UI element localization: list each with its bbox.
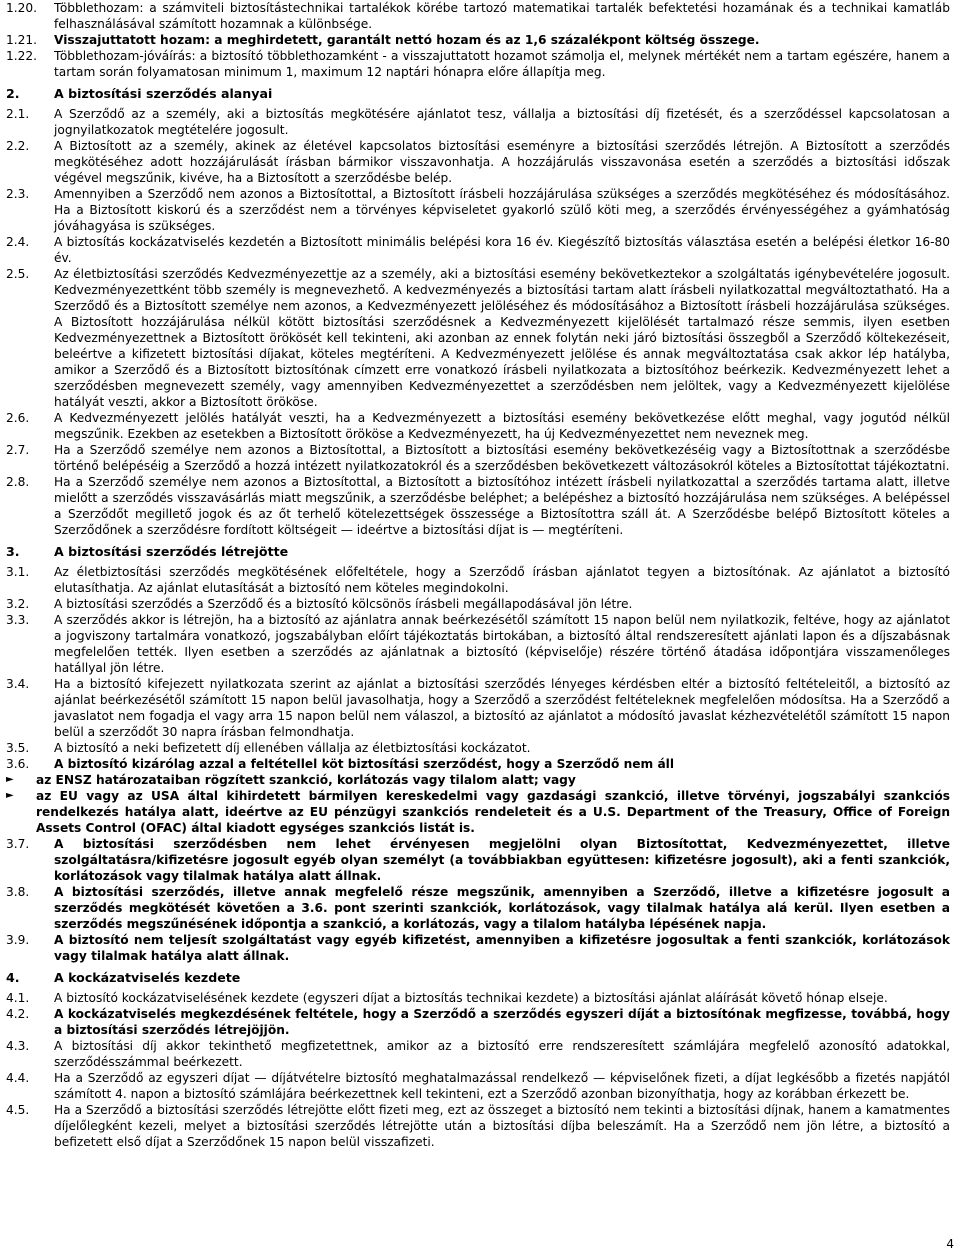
page-number: 4 — [946, 1237, 954, 1251]
section-3-list — [0, 564, 960, 964]
bullet-text: az EU vagy az USA által kihirdetett bármilyen kereskedelmi vagy gazdasági szankció, illetve törvényi, jogszabályi szankciós rendelkezés hatálya alatt, ideértve az EU pénzügyi szankciós rendeleteit és a U.S. Department of the Treasury, Office of Foreign Assets Control (OFAC) által kiadott egységes szankciós listát is. — [36, 789, 950, 835]
sanction-bullet — [0, 788, 960, 836]
clause-3-7 — [0, 836, 960, 884]
clause-number: 2.1. — [6, 107, 30, 121]
clause-number: 2.8. — [6, 475, 30, 489]
clause-2-2 — [0, 138, 960, 186]
clause-text: Ha a Szerződő személye nem azonos a Biztosítottal, a Biztosított a biztosítási esemény bekövetkezéséig vagy a Biztosítottnak a szerződésbe történő belépéséig a Szerződő a hozzá intézett nyilatkozatokról és a szerződésben bekövetkezett változásokról köteles a Biztosítottat tájékoztatni. — [54, 443, 950, 473]
clause-text: Ha a Szerződő az egyszeri díjat — díjátvételre biztosító meghatalmazással rendelkező — képviselőnek fizeti, a díjat legkésőbb a fizetés napjától számított 4. napon a biztosító számlájára beérkezettnek kell tekinteni, ezt a Szerződő azonban bizonyíthatja, hogy az korábban érkezett be. — [54, 1071, 950, 1101]
clause-number: 1.20. — [6, 1, 38, 15]
clause-4-2 — [0, 1006, 960, 1038]
clause-number: 2.5. — [6, 267, 30, 281]
sanction-bullet — [0, 772, 960, 788]
clause-1-20 — [0, 0, 960, 32]
section-title: A kockázatviselés kezdete — [54, 970, 241, 985]
clause-text: Többlethozam-jóváírás: a biztosító többlethozamként - a visszajuttatott hozamot számolja el, melynek mértékét nem a tartam egészére, hanem a tartam során folyamatosan minimum 1, maximum 12 naptári hónapra előre állapítja meg. — [54, 49, 950, 79]
clause-number: 3.2. — [6, 597, 30, 611]
clause-3-4 — [0, 676, 960, 740]
clause-number: 1.21. — [6, 33, 38, 47]
clause-number: 4.5. — [6, 1103, 30, 1117]
clause-2-8 — [0, 474, 960, 538]
clause-number: 2.2. — [6, 139, 30, 153]
clause-text: A biztosító a neki befizetett díj ellenében vállalja az életbiztosítási kockázatot. — [54, 741, 531, 755]
clause-2-3 — [0, 186, 960, 234]
clause-number: 4.3. — [6, 1039, 30, 1053]
clause-number: 3.8. — [6, 885, 30, 899]
clause-number: 4.2. — [6, 1007, 30, 1021]
bullet-text: az ENSZ határozataiban rögzített szankció, korlátozás vagy tilalom alatt; vagy — [36, 773, 576, 787]
clause-text: A Kedvezményezett jelölés hatályát veszti, ha a Kedvezményezett a biztosítási esemény bekövetkezése előtt meghal, vagy jogutód nélkül megszűnik. Ezekben az esetekben a Biztosított örököse a Kedvezményezett, ha új Kedvezményezettet nem neveznek meg. — [54, 411, 950, 441]
clause-text: A biztosítási díj akkor tekinthető megfizetettnek, amikor az a biztosító erre rendszeresített számlájára megfelelő azonosító adatokkal, szerződésszámmal beérkezett. — [54, 1039, 950, 1069]
clause-number: 3.7. — [6, 837, 30, 851]
clause-text: A Szerződő az a személy, aki a biztosítás megkötésére ajánlatot tesz, vállalja a biztosítási díj fizetését, és a szerződéssel kapcsolatosan a jognyilatkozatok megtételére jogosult. — [54, 107, 950, 137]
clause-text: A biztosítási szerződés, illetve annak megfelelő része megszűnik, amennyiben a Szerződő, illetve a kifizetésre jogosult a szerződés megkötését követően a 3.6. pont szerinti szankciók, korlátozások, vagy tilalmak hatálya alá kerül. Ilyen esetben a szerződés megszűnésének időpontja a szankció, a korlátozás, vagy a tilalom hatályba lépésének napja. — [54, 885, 950, 931]
clause-3-3 — [0, 612, 960, 676]
clause-2-5 — [0, 266, 960, 410]
clause-text: A biztosítási szerződés a Szerződő és a biztosító kölcsönös írásbeli megállapodásával jön létre. — [54, 597, 633, 611]
clause-number: 3.5. — [6, 741, 30, 755]
section-number: 4. — [6, 970, 20, 985]
clause-text: A szerződés akkor is létrejön, ha a biztosító az ajánlatra annak beérkezésétől számított 15 napon belül nem nyilatkozik, feltéve, hogy az ajánlatot a jogviszony tartalmára vonatkozó, jogszabályban előírt tájékoztatás birtokában, a biztosító által rendszeresített ajánlati lapon és a díjszabásnak megfelelően tették. Ilyen esetben a szerződés az ajánlatnak a biztosító (képviselője) részére történő átadása időpontjára visszamenőleges hatállyal jön létre. — [54, 613, 950, 675]
clause-number: 2.6. — [6, 411, 30, 425]
clause-3-6 — [0, 756, 960, 772]
clause-text: Ha a Szerződő a biztosítási szerződés létrejötte előtt fizeti meg, ezt az összeget a biztosító nem tekinti a biztosítási díjnak, hanem a kamatmentes díjelőlegként kezeli, melyet a biztosítási szerződés létrejötte után a biztosítási díjba beleszámít. Ha a Szerződő nem jön létre, a biztosító a befizetett első díjat a Szerződőnek 15 napon belül visszafizeti. — [54, 1103, 950, 1149]
clause-3-2 — [0, 596, 960, 612]
triangle-bullet-icon: ► — [6, 790, 14, 801]
clause-2-4 — [0, 234, 960, 266]
clause-text: A biztosító kockázatviselésének kezdete (egyszeri díjat a biztosítás technikai kezdete) a biztosítási ajánlat aláírását követő hónap elseje. — [54, 991, 888, 1005]
clause-4-5 — [0, 1102, 960, 1150]
clause-number: 3.3. — [6, 613, 30, 627]
clause-text: Többlethozam: a számviteli biztosítástechnikai tartalékok körébe tartozó matematikai tartalék befektetési hozamának és a technikai kamatláb felhasználásával számított hozamnak a különbsége. — [54, 1, 950, 31]
section-heading-4 — [0, 970, 960, 986]
section-title: A biztosítási szerződés létrejötte — [54, 544, 289, 559]
clause-number: 4.4. — [6, 1071, 30, 1085]
section-title: A biztosítási szerződés alanyai — [54, 86, 273, 101]
clause-text: A biztosító kizárólag azzal a feltétellel köt biztosítási szerződést, hogy a Szerződő nem áll — [54, 757, 675, 771]
clause-number: 1.22. — [6, 49, 38, 63]
clause-3-8 — [0, 884, 960, 932]
clause-text: A kockázatviselés megkezdésének feltétele, hogy a Szerződő a szerződés egyszeri díját a biztosítónak megfizesse, továbbá, hogy a biztosítási szerződés létrejöjjön. — [54, 1007, 950, 1037]
clause-4-4 — [0, 1070, 960, 1102]
clause-text: Ha a Szerződő személye nem azonos a Biztosítottal, a Biztosított a biztosítóhoz intézett írásbeli nyilatkozattal a szerződés tartama alatt, illetve mielőtt a szerződés visszavásárlás miatt megszűnik, a szerződésbe beléphet; a belépéshez a biztosító hozzájárulása nem szükséges. A belépéssel a Szerződőt megillető jogok és az őt terhelő kötelezettségek összessége a Biztosítottra száll át. A Szerződésbe belépő Biztosított köteles a Szerződőnek a szerződésre fordított költségeit — ideértve a biztosítási díjat is — megtéríteni. — [54, 475, 950, 537]
clause-1-21 — [0, 32, 960, 48]
clause-number: 3.6. — [6, 757, 30, 771]
clause-number: 3.4. — [6, 677, 30, 691]
clause-text: A biztosítás kockázatviselés kezdetén a Biztosított minimális belépési kora 16 év. Kiegészítő biztosítás választása esetén a belépési életkor 16-80 év. — [54, 235, 950, 265]
clause-text: Ha a biztosító kifejezett nyilatkozata szerint az ajánlat a biztosítási szerződés lényeges kérdésben eltér a biztosító feltételeitől, a biztosító az ajánlat beérkezésétől számított 15 napon belül javasolhatja, hogy a Szerződő a szerződést feltételeknek megfelelően módosítsa. Ha a Szerződő a javaslatot nem fogadja el vagy arra 15 napon belül nem válaszol, a biztosító az ajánlatot a módosító javaslat kézhezvételétől számított 15 napon belül a szerződőt 30 napra írásban felmondhatja. — [54, 677, 950, 739]
clause-4-3 — [0, 1038, 960, 1070]
section-heading-3 — [0, 544, 960, 560]
clause-text: Az életbiztosítási szerződés megkötésének előfeltétele, hogy a Szerződő írásban ajánlatot tegyen a biztosítónak. Az ajánlatot a biztosító elutasíthatja. Az ajánlat elutasítását a biztosító nem köteles megindokolni. — [54, 565, 950, 595]
section-number: 3. — [6, 544, 20, 559]
section-2-list — [0, 106, 960, 538]
clause-2-1 — [0, 106, 960, 138]
section-number: 2. — [6, 86, 20, 101]
clause-text: Visszajuttatott hozam: a meghirdetett, garantált nettó hozam és az 1,6 százalékpont költség összege. — [54, 33, 760, 47]
clause-2-6 — [0, 410, 960, 442]
clause-number: 3.1. — [6, 565, 30, 579]
clause-number: 4.1. — [6, 991, 30, 1005]
clause-3-9 — [0, 932, 960, 964]
clause-4-1 — [0, 990, 960, 1006]
section-heading-2 — [0, 86, 960, 102]
clause-text: A Biztosított az a személy, akinek az életével kapcsolatos biztosítási eseményre a biztosítási szerződés létrejön. A Biztosított a szerződés megkötéséhez adott hozzájárulását írásban bármikor visszavonhatja. A hozzájárulás visszavonása esetén a szerződés a biztosítási időszak végével megszűnik, kivéve, ha a Biztosított a szerződésbe belép. — [54, 139, 950, 185]
clause-3-5 — [0, 740, 960, 756]
clause-number: 3.9. — [6, 933, 30, 947]
clause-number: 2.4. — [6, 235, 30, 249]
triangle-bullet-icon: ► — [6, 774, 14, 785]
clause-1-22 — [0, 48, 960, 80]
clause-3-1 — [0, 564, 960, 596]
clause-text: A biztosítási szerződésben nem lehet érvényesen megjelölni olyan Biztosítottat, Kedvezményezettet, illetve szolgáltatásra/kifizetésre jogosult egyéb olyan személyt (a továbbiakban együttesen: kifizetésre jogosult), aki a fenti szankciók, korlátozások vagy tilalmak hatálya alatt állnak. — [54, 837, 950, 883]
clause-text: Amennyiben a Szerződő nem azonos a Biztosítottal, a Biztosított írásbeli hozzájárulása szükséges a szerződés megkötéséhez és módosításához. Ha a Biztosított kiskorú és a szerződést nem a törvényes képviseletet gyakorló szülő köti meg, a szerződés érvényességéhez a gyámhatóság jóváhagyása is szükséges. — [54, 187, 950, 233]
clause-text: A biztosító nem teljesít szolgáltatást vagy egyéb kifizetést, amennyiben a kifizetésre jogosultak a fenti szankciók, korlátozások vagy tilalmak hatálya alatt állnak. — [54, 933, 950, 963]
clause-text: Az életbiztosítási szerződés Kedvezményezettje az a személy, aki a biztosítási esemény bekövetkeztekor a szolgáltatás igénybevételére jogosult. Kedvezményezettként több személy is megnevezhető. A kedvezményezés a biztosítási tartam alatt írásbeli nyilatkozattal megváltoztatható. Ha a Szerződő és a Biztosított személye nem azonos, a Kedvezményezett jelöléséhez és módosításához a Biztosított írásbeli hozzájárulása szükséges. A Biztosított hozzájárulása nélkül kötött biztosítási szerződésnek a Kedvezményezett kijelölését tartalmazó része semmis, ilyen esetben Kedvezményezettnek a Biztosított örökösét kell tekinteni, aki azonban az ennek folytán neki járó biztosítási összegből a Szerződő költekezéseit, beleértve a kifizetett biztosítási díjakat, köteles megtéríteni. A Kedvezményezett jelölése és annak megváltoztatása csak akkor lép hatályba, amikor a Szerződő és a Biztosított biztosítónak címzett erre vonatkozó írásbeli nyilatkozata a biztosítóhoz beérkezik. Kedvezményezett lehet a szerződésben megnevezett személy, vagy amennyiben Kedvezményezettet a szerződésben nem jelöltek, vagy a Kedvezményezett kijelölése hatályát veszti, akkor a Biztosított örököse. — [54, 267, 950, 409]
clause-number: 2.3. — [6, 187, 30, 201]
clause-2-7 — [0, 442, 960, 474]
section-4-list — [0, 990, 960, 1150]
clause-number: 2.7. — [6, 443, 30, 457]
